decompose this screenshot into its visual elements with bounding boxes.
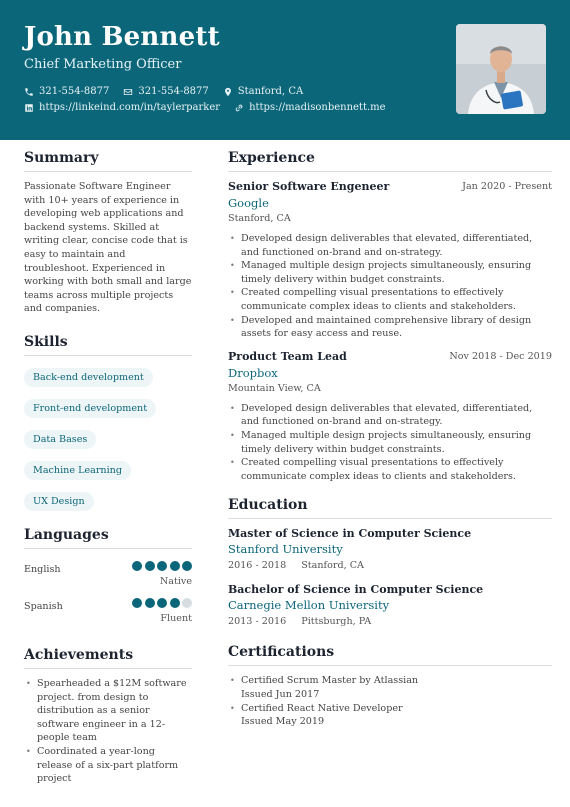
education-location: Pittsburgh, PA bbox=[301, 616, 372, 628]
linkedin-text: https://linkeind.com/in/taylerparker bbox=[39, 102, 221, 113]
language-rating bbox=[130, 598, 193, 608]
job-company: Dropbox bbox=[228, 365, 278, 380]
certification-issued: Issued Jun 2017 bbox=[241, 688, 320, 700]
job-bullet: • Managed multiple design projects simultaneously, ensuring timely delivery within budget constraints. bbox=[228, 259, 552, 286]
rating-dot bbox=[157, 561, 167, 571]
job-title: Product Team Lead bbox=[228, 349, 347, 363]
rating-dot-empty bbox=[182, 598, 192, 608]
rating-dot bbox=[182, 561, 192, 571]
experience-section bbox=[228, 150, 552, 483]
achievements-heading: Achievements bbox=[24, 647, 192, 669]
rating-dot bbox=[170, 561, 180, 571]
skill-tag: Machine Learning bbox=[24, 461, 131, 480]
job-bullet: • Developed and maintained comprehensive library of design assets for easy access and reuse. bbox=[228, 314, 552, 341]
job-location: Stanford, CA bbox=[228, 213, 291, 224]
contact-phone-1[interactable] bbox=[24, 86, 109, 97]
rating-dot bbox=[145, 561, 155, 571]
languages-heading: Languages bbox=[24, 527, 192, 549]
contact-phone-2[interactable] bbox=[123, 86, 208, 97]
skills-section bbox=[24, 334, 192, 523]
contact-row-links bbox=[24, 102, 400, 113]
certification-issued: Issued May 2019 bbox=[241, 716, 325, 728]
rating-dot bbox=[132, 598, 142, 608]
summary-heading: Summary bbox=[24, 150, 192, 172]
profile-photo bbox=[456, 24, 546, 114]
phone-2-text: 321-554-8877 bbox=[138, 86, 209, 97]
language-level: Native bbox=[159, 575, 192, 587]
language-name: English bbox=[24, 563, 61, 575]
contact-location bbox=[223, 86, 303, 97]
rating-dot bbox=[132, 561, 142, 571]
candidate-name: John Bennett bbox=[24, 22, 220, 52]
skill-tag: Front-end development bbox=[24, 399, 156, 418]
languages-section bbox=[24, 527, 192, 630]
resume-header bbox=[0, 0, 570, 140]
experience-entry bbox=[228, 350, 552, 484]
job-bullet: • Created compelling visual presentations to effectively communicate complex ideas to clients and stakeholders. bbox=[228, 456, 552, 483]
education-entry bbox=[228, 527, 552, 571]
summary-text: Passionate Software Engineer with 10+ years of experience in developing web applications and backend systems. Skilled at writing clear, concise code that is easy to maintain and troubleshoot. Experienced in working with both small and large teams across multiple projects and companies. bbox=[24, 181, 192, 315]
certification-item bbox=[228, 702, 552, 729]
experience-entry bbox=[228, 180, 552, 341]
rating-dot bbox=[170, 598, 180, 608]
candidate-role: Chief Marketing Officer bbox=[24, 57, 182, 72]
education-section bbox=[228, 497, 552, 627]
education-years: 2013 - 2016 bbox=[228, 616, 287, 628]
rating-dot bbox=[157, 598, 167, 608]
education-location: Stanford, CA bbox=[301, 560, 364, 572]
doctor-portrait-image bbox=[456, 24, 546, 114]
link-icon bbox=[234, 103, 244, 113]
phone-1-text: 321-554-8877 bbox=[39, 86, 110, 97]
certification-name: • Certified Scrum Master by Atlassian bbox=[241, 675, 419, 687]
education-entry bbox=[228, 583, 552, 627]
job-company: Google bbox=[228, 196, 269, 210]
language-level: Fluent bbox=[160, 612, 192, 624]
job-location: Mountain View, CA bbox=[228, 382, 321, 394]
rating-dot bbox=[145, 598, 155, 608]
website-text: https://madisonbennett.me bbox=[249, 102, 386, 113]
experience-heading: Experience bbox=[228, 150, 552, 172]
certification-item bbox=[228, 674, 552, 701]
job-bullet: • Managed multiple design projects simultaneously, ensuring timely delivery within budget constraints. bbox=[228, 429, 552, 456]
education-years: 2016 - 2018 bbox=[228, 560, 287, 572]
education-degree: Bachelor of Science in Computer Science bbox=[228, 583, 484, 597]
contact-row-primary bbox=[24, 86, 317, 97]
certifications-heading: Certifications bbox=[228, 644, 552, 666]
job-date: Nov 2018 - Dec 2019 bbox=[449, 350, 552, 362]
education-school: Stanford University bbox=[228, 542, 343, 557]
achievement-item: • Spearheaded a $12M software project. from design to distribution as a senior software engineer in a 12-people team bbox=[24, 677, 192, 745]
job-bullet: • Developed design deliverables that elevated, differentiated, and functioned on-brand and on-strategy. bbox=[228, 232, 552, 259]
achievements-section bbox=[24, 647, 192, 786]
job-title: Senior Software Engeneer bbox=[228, 180, 390, 193]
summary-section bbox=[24, 150, 192, 316]
language-rating bbox=[130, 561, 193, 571]
certifications-section bbox=[228, 644, 552, 728]
job-date: Jan 2020 - Present bbox=[462, 181, 552, 192]
job-bullet: • Created compelling visual presentations to effectively communicate complex ideas to clients and stakeholders. bbox=[228, 286, 552, 313]
linkedin-icon bbox=[24, 103, 34, 113]
achievement-item: • Coordinated a year-long release of a six-part platform project bbox=[24, 745, 192, 786]
location-text: Stanford, CA bbox=[237, 86, 304, 97]
skills-heading: Skills bbox=[24, 334, 192, 356]
education-school: Carnegie Mellon University bbox=[228, 598, 390, 613]
right-column bbox=[228, 150, 552, 729]
education-degree: Master of Science in Computer Science bbox=[228, 527, 472, 541]
skill-tag: Data Bases bbox=[24, 430, 96, 449]
contact-website[interactable] bbox=[234, 102, 386, 113]
language-row bbox=[24, 594, 192, 630]
language-name: Spanish bbox=[24, 600, 63, 612]
contact-linkedin[interactable] bbox=[24, 102, 220, 113]
phone-icon bbox=[24, 87, 34, 97]
job-bullet: • Developed design deliverables that elevated, differentiated, and functioned on-brand and on-strategy. bbox=[228, 402, 552, 429]
skill-tag: Back-end development bbox=[24, 368, 153, 387]
mail-icon bbox=[123, 87, 133, 97]
left-column bbox=[24, 150, 192, 786]
certification-name: • Certified React Native Developer bbox=[241, 702, 403, 714]
location-pin-icon bbox=[223, 87, 233, 97]
skill-tag: UX Design bbox=[24, 492, 94, 511]
education-heading: Education bbox=[228, 497, 552, 519]
language-row bbox=[24, 557, 192, 593]
